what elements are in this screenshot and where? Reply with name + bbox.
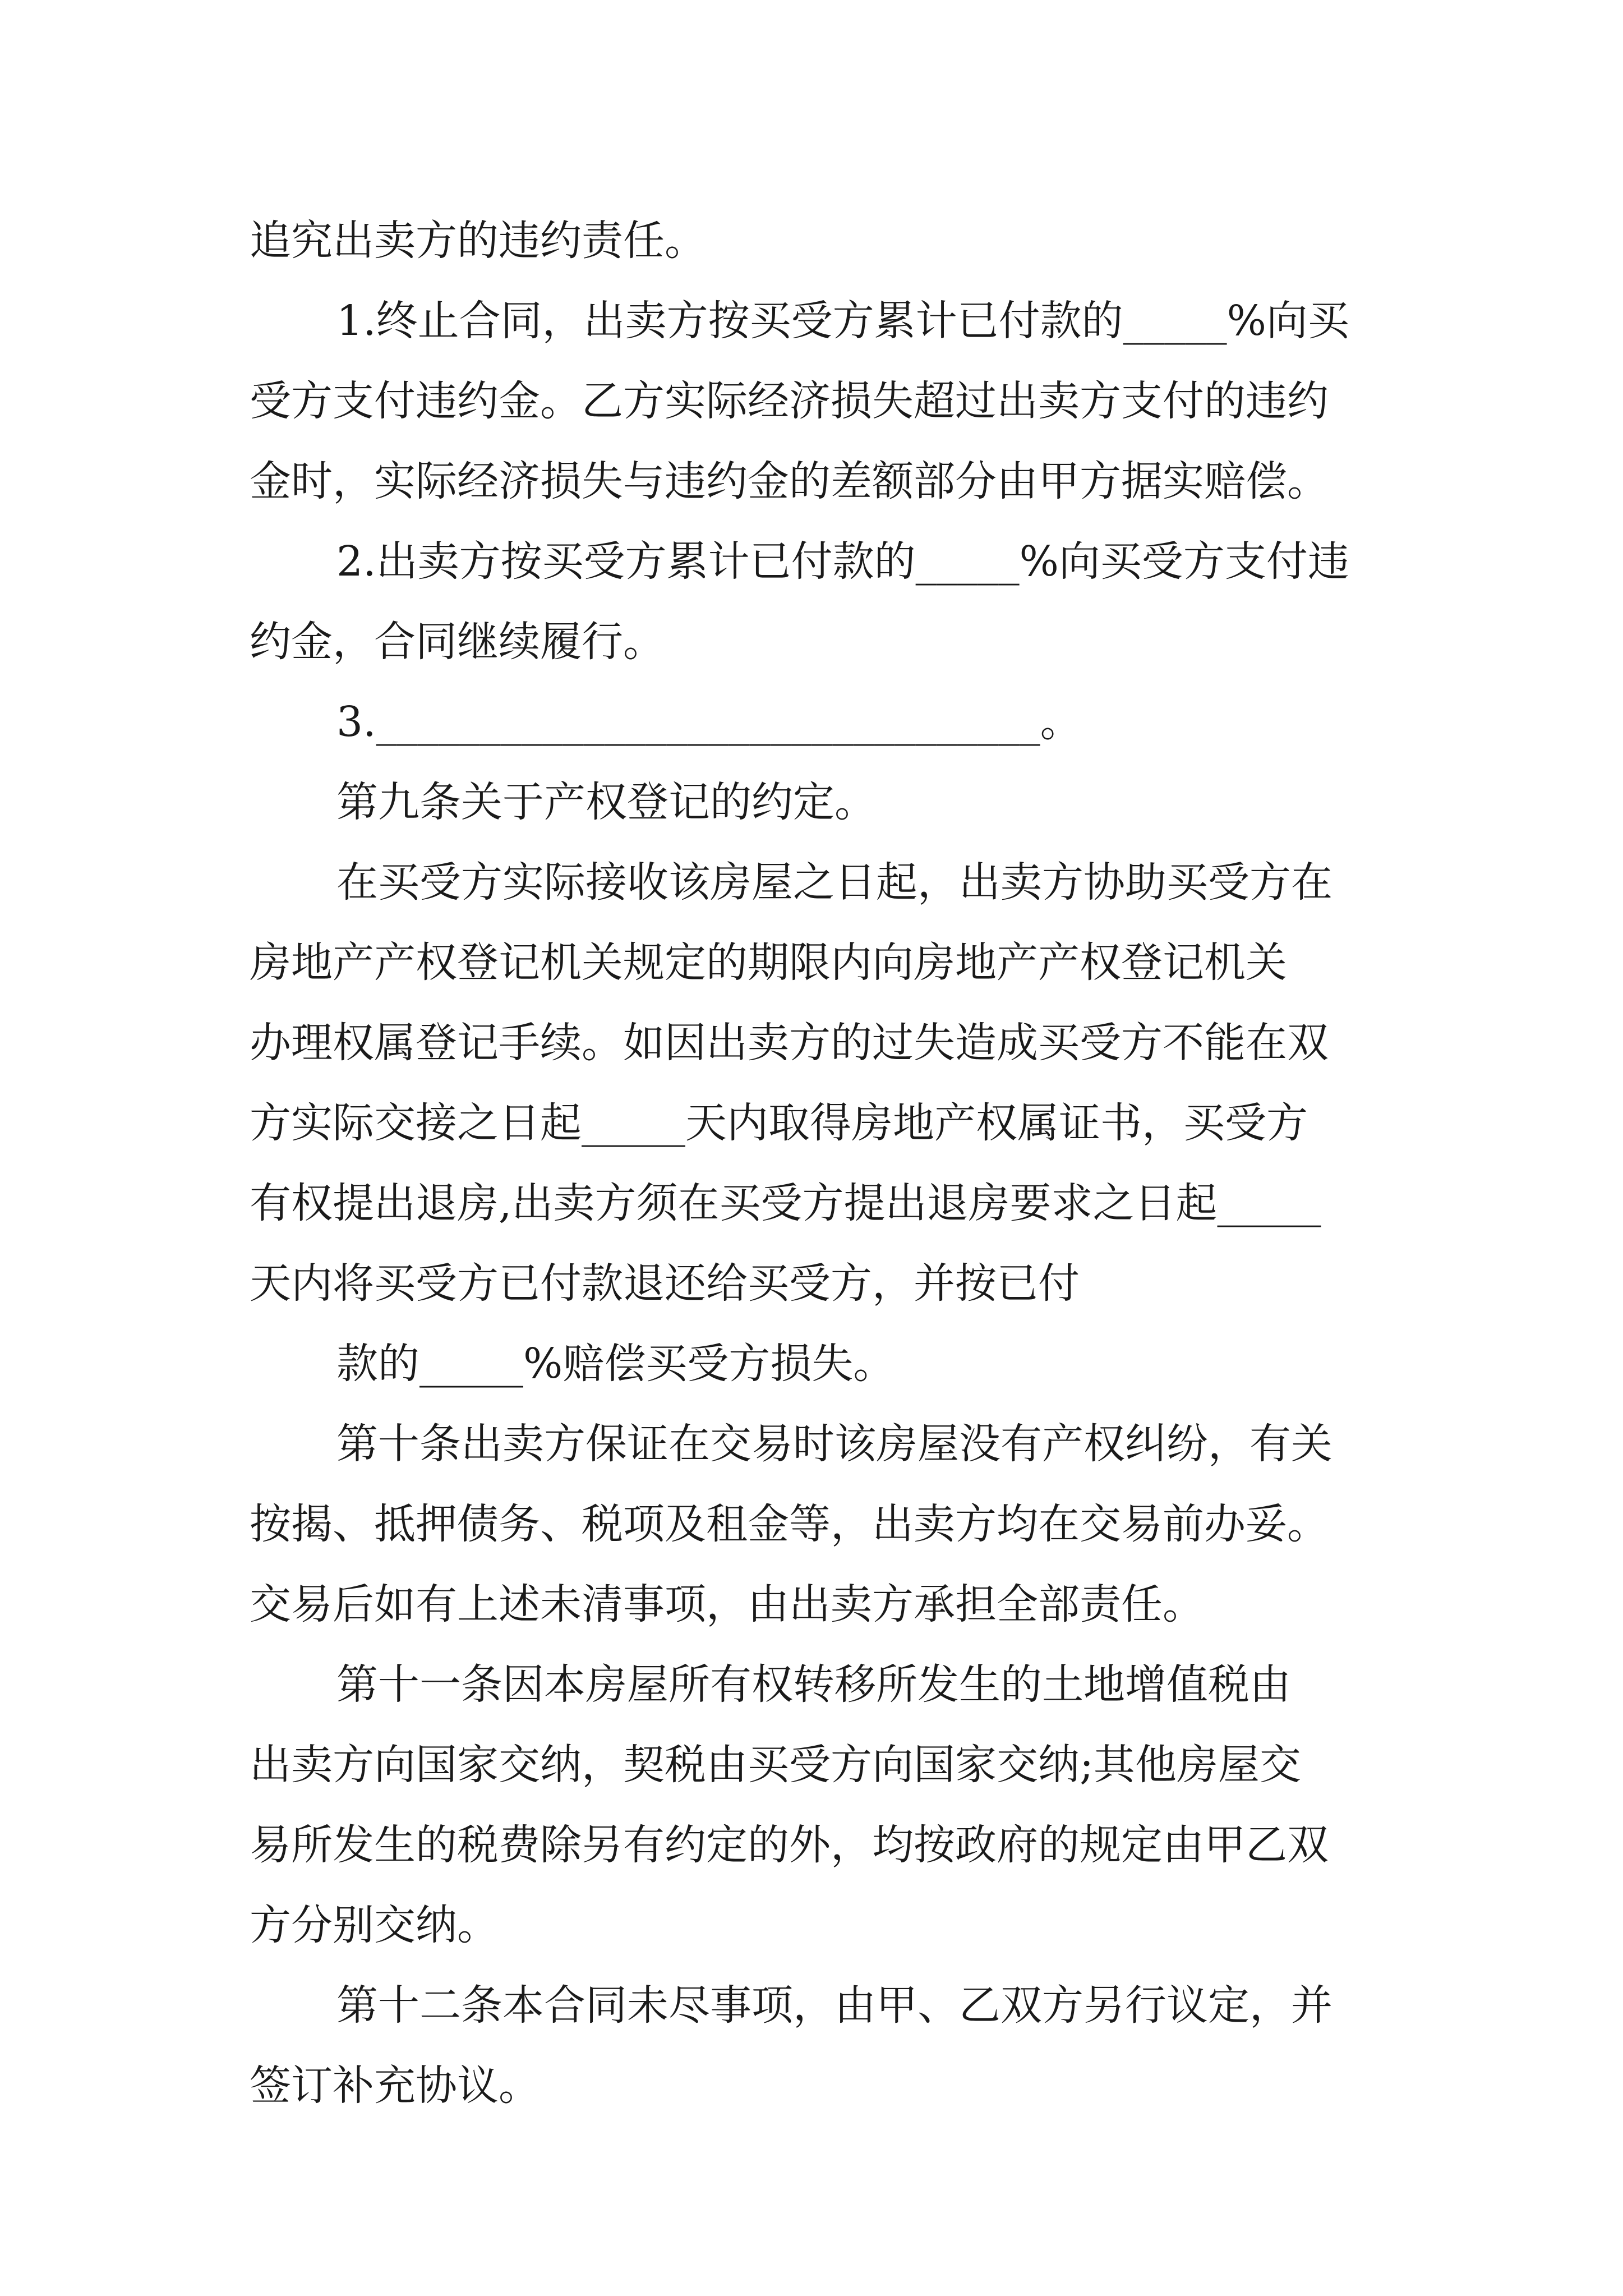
text-line: 办理权属登记手续。如因出卖方的过失造成买受方不能在双 xyxy=(250,1019,1329,1067)
text-line: 受方支付违约金。乙方实际经济损失超过出卖方支付的违约 xyxy=(250,377,1329,425)
text-line: 天内将买受方已付款退还给买受方，并按已付 xyxy=(250,1259,1080,1308)
text-line: 在买受方实际接收该房屋之日起，出卖方协助买受方在 xyxy=(336,858,1332,907)
section-heading: 第十条出卖方保证在交易时该房屋没有产权纠纷，有关 xyxy=(336,1420,1332,1468)
text-line: 签订补充协议。 xyxy=(250,2062,540,2110)
text-line: 易所发生的税费除另有约定的外，均按政府的规定由甲乙双 xyxy=(250,1821,1329,1869)
text-line: 有权提出退房,出卖方须在买受方提出退房要求之日起_____ xyxy=(250,1179,1321,1227)
text-line: 交易后如有上述未清事项，由出卖方承担全部责任。 xyxy=(250,1580,1204,1628)
text-line: 3.________________________________。 xyxy=(336,698,1082,746)
text-line: 金时，实际经济损失与违约金的差额部分由甲方据实赔偿。 xyxy=(250,457,1329,505)
text-line: 按揭、抵押债务、税项及租金等，出卖方均在交易前办妥。 xyxy=(250,1500,1329,1548)
text-line: 方实际交接之日起_____天内取得房地产权属证书，买受方 xyxy=(250,1099,1308,1147)
text-line: 出卖方向国家交纳，契税由买受方向国家交纳;其他房屋交 xyxy=(250,1741,1301,1789)
text-line: 方分别交纳。 xyxy=(250,1901,499,1949)
text-line: 1.终止合同，出卖方按买受方累计已付款的_____%向买 xyxy=(336,297,1349,345)
text-line: 房地产产权登记机关规定的期限内向房地产产权登记机关 xyxy=(250,938,1287,987)
text-line: 款的_____%赔偿买受方损失。 xyxy=(336,1340,895,1388)
text-line: 约金，合同继续履行。 xyxy=(250,618,665,666)
text-line: 2.出卖方按买受方累计已付款的_____%向买受方支付违 xyxy=(336,537,1349,586)
text-line: 追究出卖方的违约责任。 xyxy=(250,217,706,265)
section-heading: 第十二条本合同未尽事项，由甲、乙双方另行议定，并 xyxy=(336,1981,1332,2030)
section-heading: 第九条关于产权登记的约定。 xyxy=(336,778,876,826)
section-heading: 第十一条因本房屋所有权转移所发生的土地增值税由 xyxy=(336,1660,1291,1709)
